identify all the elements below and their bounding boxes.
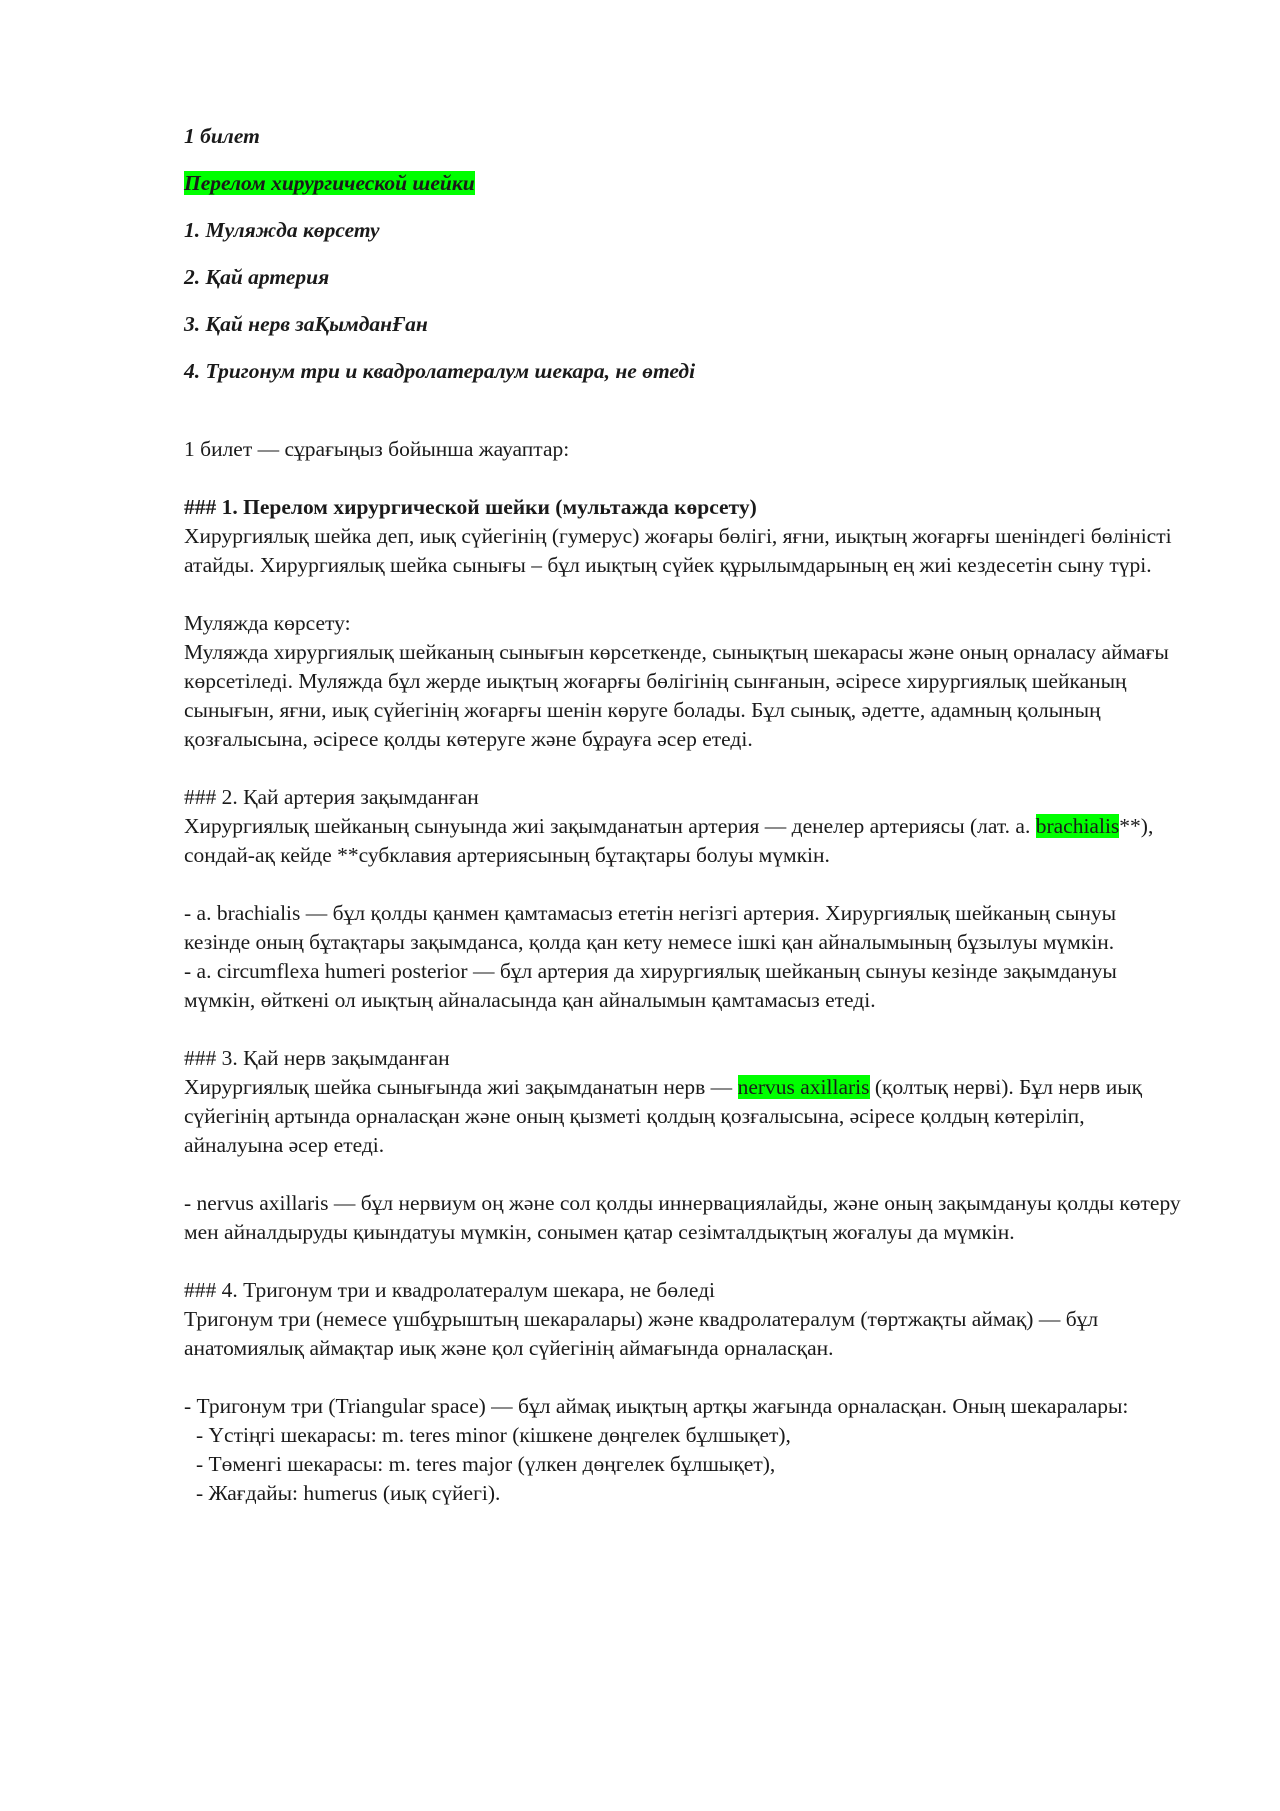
section-1-paragraph-2: Муляжда хирургиялық шейканың сынығын көрсеткенде, сынықтың шекарасы және оның орналасу аймағы көрсетіледі. Муляжда бұл жерде иықтың жоғарғы бөлігінің сынғанын, әсіресе хирургиялық шейканың сынығын, яғни, иық сүйегінің жоғарғы шенін көруге болады. Бұл сынық, әдетте, адамның қолының қозғалысына, әсіресе қолды көтеруге және бұрауға әсер етеді. [184,640,1169,751]
section-1-paragraph: Хирургиялық шейка деп, иық сүйегінің (гумерус) жоғары бөлігі, яғни, иықтың жоғарғы шеніндегі бөліністі атайды. Хирургиялық шейка сынығы – бұл иықтың сүйек құрылымдарының ең жиі кездесетін сыну түрі. [184,524,1172,577]
s3-text-b: (қолтық нерві). Бұл нерв иық сүйегінің артында орналасқан және оның қызметі қолдың қозғалысына, әсіресе қолдың көтеріліп, айналуына әсер етеді. [184,1075,1143,1157]
ticket-topic [184,165,1184,201]
question-4: 4. Тригонум три и квадролатералум шекара, не өтеді [184,359,696,383]
section-3-bullet-1: - nervus axillaris — бұл нервиум оң және сол қолды иннервациялайды, және оның зақымдануы қолды көтеру мен айналдыруды қиындатуы мүмкін, сонымен қатар сезімталдықтың жоғалуы да мүмкін. [184,1191,1181,1244]
section-1-heading: ### 1. Перелом хирургической шейки (мультажда көрсету) [184,495,757,519]
list-item: - Жағдайы: humerus (иық сүйегі). [196,1481,501,1505]
s2-text-a: Хирургиялық шейканың сынуында жиі зақымданатын артерия — денелер артериясы (лат. a. [184,814,1031,838]
list-item: - Үстіңгі шекарасы: m. teres minor (кішкене дөңгелек бұлшықет), [196,1423,791,1447]
answer-intro: 1 билет — сұрағыңыз бойынша жауаптар: [184,437,570,461]
s3-text-a: Хирургиялық шейка сынығында жиі зақымданатын нерв — [184,1075,733,1099]
section-3-heading: ### 3. Қай нерв зақымданған [184,1046,450,1070]
section-2-heading: ### 2. Қай артерия зақымданған [184,785,479,809]
section-2-paragraph [184,812,1184,870]
list-item: - Төменгі шекарасы: m. teres major (үлкен дөңгелек бұлшықет), [196,1452,776,1476]
topic-highlight: Перелом хирургической шейки [184,171,475,195]
question-1: 1. Муляжда көрсету [184,218,380,242]
question-2: 2. Қай артерия [184,265,330,289]
section-4-heading: ### 4. Тригонум три и квадролатералум шекара, не бөледі [184,1278,715,1302]
brachialis-highlight: brachialis [1035,814,1120,838]
question-3: 3. Қай нерв заҚымданҒан [184,312,428,336]
document-page [184,118,1184,1508]
ticket-title: 1 билет [184,124,260,148]
section-4-bullet-1: - Тригонум три (Triangular space) — бұл аймақ иықтың артқы жағында орналасқан. Оның шекаралары: [184,1394,1129,1418]
section-4-paragraph: Тригонум три (немесе үшбұрыштың шекаралары) және квадролатералум (төртжақты аймақ) — бұл анатомиялық аймақтар иық және қол сүйегінің аймағында орналасқан. [184,1307,1099,1360]
axillaris-highlight: nervus axillaris [737,1075,870,1099]
section-3-paragraph [184,1073,1184,1160]
section-1-subheading: Муляжда көрсету: [184,611,351,635]
section-2-bullet-2: - a. circumflexa humeri posterior — бұл артерия да хирургиялық шейканың сынуы кезінде зақымдануы мүмкін, өйткені ол иықтың айналасында қан айналымын қамтамасыз етеді. [184,959,1117,1012]
section-2-bullet-1: - a. brachialis — бұл қолды қанмен қамтамасыз ететін негізгі артерия. Хирургиялық шейканың сынуы кезінде оның бұтақтары зақымданса, қолда қан кету немесе ішкі қан айналымының бұзылуы мүмкін. [184,901,1117,954]
s2-text-b: **), сондай-ақ кейде **субклавия артериясының бұтақтары болуы мүмкін. [184,814,1154,867]
